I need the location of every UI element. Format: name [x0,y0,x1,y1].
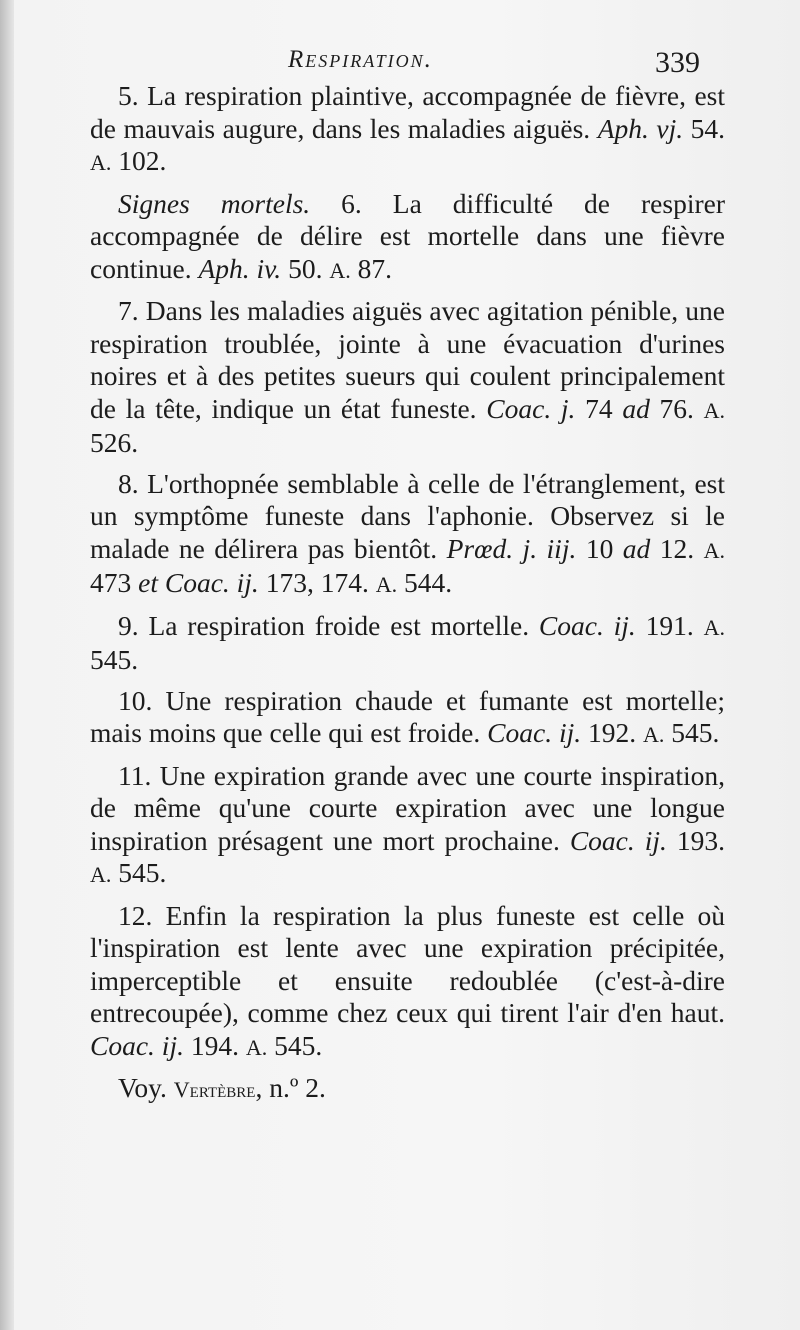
text-block [90,80,725,1115]
paragraph-6: Signes mortels. 6. La difficulté de respirer accompagnée de délire est mortelle dans une fièvre continue. Aph. iv. 50. A. 87. [90,187,725,284]
see-also-target: Vertèbre [173,1077,256,1102]
page-number: 339 [655,46,700,79]
paragraph-7: 7. Dans les maladies aiguës avec agitation pénible, une respiration troublée, jointe à une évacuation d'urines noires et à des petites sueurs qui coulent principalement de la tête, indique un état funeste. Coac. j. 74 ad 76. A. 526. [90,295,725,458]
see-also-reference: Voy. Vertèbre, n.º 2. [118,1072,326,1103]
paragraph-10: 10. Une respiration chaude et fumante est mortelle; mais moins que celle qui est froide. Coac. ij. 192. A. 545. [90,684,725,748]
paragraph-9: 9. La respiration froide est mortelle. Coac. ij. 191. A. 545. [90,609,725,675]
page-gutter-shadow [0,0,14,1330]
page-header [0,40,800,80]
paragraph-5: 5. La respiration plaintive, accompagnée de fièvre, est de mauvais augure, dans les maladies aiguës. Aph. vj. 54. A. 102. [90,80,725,176]
paragraph-11: 11. Une expiration grande avec une courte inspiration, de même qu'une courte expiration avec une longue inspiration présagent une mort prochaine. Coac. ij. 193. A. 545. [90,759,725,888]
paragraph-8: 8. L'orthopnée semblable à celle de l'étranglement, est un symptôme funeste dans l'aphonie. Observez si le malade ne délirera pas bientôt. Prœd. j. iij. 10 ad 12. A. 473 et Coac. ij. 173, 174. A. 544. [90,467,726,598]
running-head: Respiration. [288,46,433,73]
paragraph-12: 12. Enfin la respiration la plus funeste est celle où l'inspiration est lente avec une expiration précipitée, imperceptible et ensuite redoublée (c'est-à-dire entrecoupée), comme chez ceux qui tirent l'air d'en haut. Coac. ij. 194. A. 545. [90,899,725,1061]
